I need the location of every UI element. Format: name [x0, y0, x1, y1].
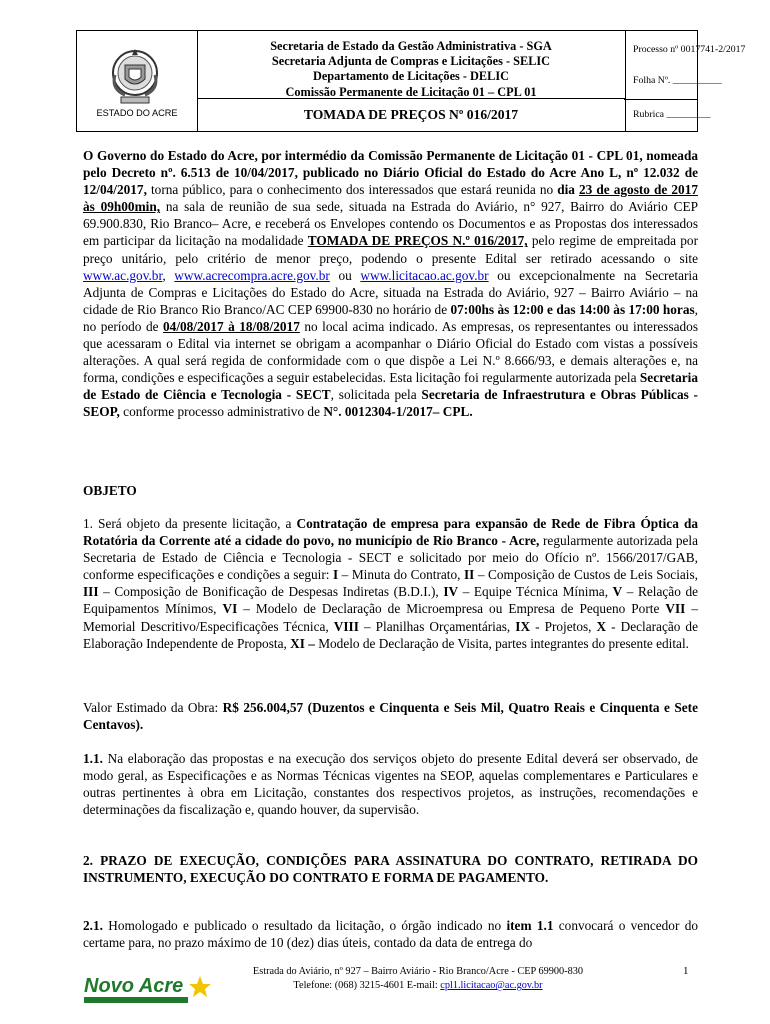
text-run: – Relação de Equipamentos Mínimos,	[83, 584, 698, 617]
text-run: torna público, para o conhecimento dos interessados que estará reunida no	[146, 182, 558, 198]
text-run: XI –	[290, 635, 315, 651]
text-run: item 1.1	[506, 918, 554, 933]
text-run: 04/08/2017 à 18/08/2017	[163, 318, 300, 334]
crest-cell	[77, 31, 198, 131]
text-run: IV	[443, 584, 459, 600]
org-lines	[197, 31, 625, 99]
text-run: – Equipe Técnica Mínima,	[458, 584, 613, 600]
text-run: regularmente autorizada pela Secretaria de Estado de Ciência e Tecnologia - SECT e solicitado por meio do Ofício nº. 1566/2017/GAB, conforme especificações e condições a seguir:	[83, 533, 698, 583]
website-link[interactable]: www.ac.gov.br	[83, 267, 163, 283]
text-run: V	[612, 584, 623, 600]
org-line: Departamento de Licitações - DELIC	[312, 69, 510, 84]
process-cell	[625, 31, 746, 131]
text-run: Contratação de empresa para expansão de Rede de Fibra Óptica da Rotatória da Corrente até a cidade do povo, no município de Rio Branco - Acre,	[83, 516, 698, 549]
tomada-title: TOMADA DE PREÇOS Nº 016/2017	[303, 107, 519, 122]
text-run: - Declaração de Elaboração Independente de Proposta,	[83, 618, 698, 651]
text-run: Homologado e publicado o resultado da licitação, o órgão indicado no	[102, 918, 507, 933]
text-run: pelo regime de empreitada por preço unitário, pelo critério de menor preço, podendo o presente Edital ser retirado acessando o site	[83, 233, 698, 266]
footer-email-link[interactable]: cpl1.licitacao@ac.gov.br	[440, 980, 543, 991]
text-run: Na elaboração das propostas e na execução dos serviços objeto do presente Edital deverá ser observado, de modo geral, as Especificações e as Normas Técnicas vigentes na SEOP, aquelas complementares e Particulares e outras pertinentes à obra em Licitação, constantes dos respectivos projetos, as instruções, recomendações e determinações da fiscalização e, quando houver, da supervisão.	[83, 751, 698, 818]
text-run: VIII	[333, 618, 359, 634]
text-run: IX	[515, 618, 531, 634]
state-name-label: ESTADO DO ACRE	[96, 108, 178, 118]
text-run: 2.1.	[83, 918, 103, 933]
text-run: – Composição de Custos de Leis Sociais,	[474, 567, 698, 583]
text-run: – Modelo de Declaração de Microempresa ou Empresa de Pequeno Porte	[237, 601, 666, 617]
text-run: VII	[665, 601, 686, 617]
website-link[interactable]: www.licitacao.ac.gov.br	[360, 267, 489, 283]
text-run: R$ 256.004,57 (Duzentos e Cinquenta e Seis Mil, Quatro Reais e Cinquenta e Sete Centavos).	[83, 700, 698, 733]
text-run: ,	[162, 267, 175, 283]
text-run: ou excepcionalmente na Secretaria Adjunta de Compras e Licitações do Estado do Acre, situada na Estrada do Aviário, 927 – Bairro Aviário – na cidade de Rio Branco Rio Branco/AC CEP 69900-830 no horário de	[83, 267, 698, 317]
state-crest-icon	[107, 45, 163, 107]
footer-address	[228, 965, 608, 993]
text-run: conforme processo administrativo de	[119, 404, 324, 420]
svg-text:Novo Acre: Novo Acre	[84, 975, 184, 997]
text-run: VI	[222, 601, 238, 617]
text-run: II	[463, 567, 475, 583]
text-run: – Planilhas Orçamentárias,	[358, 618, 516, 634]
text-run: III	[83, 584, 99, 600]
intro-paragraph	[83, 147, 698, 421]
text-run: X	[596, 618, 607, 634]
page-number: 1	[683, 965, 689, 977]
novo-acre-logo	[82, 970, 212, 1010]
org-line: Comissão Permanente de Licitação 01 – CPL 01	[285, 84, 537, 99]
text-run: Secretaria de Infraestrutura e Obras Públicas - SEOP,	[83, 387, 698, 420]
text-run: 23 de agosto de 2017 às 09h00min,	[83, 182, 698, 215]
text-run: I	[332, 567, 339, 583]
footer-line-1: Estrada do Aviário, nº 927 – Bairro Aviário - Rio Branco/Acre - CEP 69900-830	[252, 966, 584, 977]
org-line: Secretaria Adjunta de Compras e Licitações - SELIC	[271, 54, 551, 69]
section-2-heading	[83, 852, 698, 886]
footer-line-2: Telefone: (068) 3215-4601 E-mail: cpl1.licitacao@ac.gov.br	[293, 980, 543, 991]
rubrica-field: Rubrica _________	[633, 109, 711, 120]
text-run: 1. Será objeto da presente licitação, a	[83, 516, 297, 531]
text-run: Modelo de Declaração de Visita, partes integrantes do presente edital.	[314, 635, 689, 651]
text-run: , solicitada pela	[330, 387, 422, 403]
text-run: na sala de reunião de sua sede, situada na Estrada do Aviário, n° 927, Bairro do Aviário CEP 69.900.830, Rio Branco– Acre, e receberá os Envelopes contendo os Documentos e as Propostas dos interessados em participar da licitação na modalidade	[83, 199, 698, 249]
text-run: O Governo do Estado do Acre, por intermédio da Comissão Permanente de Licitação 01 - CPL 01, nomeada pelo Decreto nº. 6.513 de 10/04/2017, publicado no Diário Oficial do Estado do Acre Ano L, nº 12.032 de 12/04/2017,	[83, 148, 698, 198]
text-run: 2. PRAZO DE EXECUÇÃO, CONDIÇÕES PARA ASSINATURA DO CONTRATO, RETIRADA DO INSTRUMENTO, EXECUÇÃO DO CONTRATO E FORMA DE PAGAMENTO.	[83, 853, 698, 886]
folha-field: Folha Nº. __________	[633, 75, 722, 86]
text-run: N°. 0012304-1/2017– CPL.	[323, 404, 473, 420]
text-run: – Minuta do Contrato,	[338, 567, 464, 583]
text-run: 07:00hs às 12:00 e das 14:00 às 17:00 horas	[450, 301, 695, 317]
text-run: ou	[329, 267, 361, 283]
text-run: – Memorial Descritivo/Especificações Técnica,	[83, 601, 698, 634]
text-run: convocará o vencedor do certame para, no prazo máximo de 10 (dez) dias úteis, contado da data de entrega do	[83, 918, 698, 951]
text-run: TOMADA DE PREÇOS N.º 016/2017,	[307, 233, 528, 249]
text-run: – Composição de Bonificação de Despesas Indiretas (B.D.I.),	[98, 584, 444, 600]
org-line: Secretaria de Estado da Gestão Administrativa - SGA	[270, 39, 552, 53]
text-run: , no período de	[83, 301, 698, 334]
text-run: - Projetos,	[530, 618, 597, 634]
text-run: dia	[557, 182, 580, 198]
process-number: Processo nº 0017741-2/2017	[633, 44, 746, 55]
objeto-heading: OBJETO	[83, 483, 137, 498]
item-1-1-paragraph	[83, 750, 698, 818]
objeto-paragraph	[83, 515, 698, 652]
website-link[interactable]: www.acrecompra.acre.gov.br	[174, 267, 330, 283]
header-table	[76, 30, 746, 132]
text-run: 1.1.	[83, 751, 103, 766]
valor-paragraph	[83, 699, 698, 733]
text-run: Valor Estimado da Obra:	[83, 700, 223, 715]
novo-acre-logo-icon	[82, 970, 212, 1010]
text-run: Secretaria de Estado de Ciência e Tecnologia - SECT	[83, 370, 698, 403]
text-run: no local acima indicado. As empresas, os representantes ou interessados que acessaram o Edital via internet se obrigam a acompanhar o Diário Oficial do Estado com vistas a possíveis alterações. A qual será regida de conformidade com o que dispõe a Lei N.º 8.666/93, e demais alterações e, na forma, condições e especificações a seguir estabelecidas. Esta licitação foi regularmente autorizada pela	[83, 318, 698, 386]
org-cell	[197, 31, 626, 131]
item-2-1-paragraph	[83, 917, 698, 951]
